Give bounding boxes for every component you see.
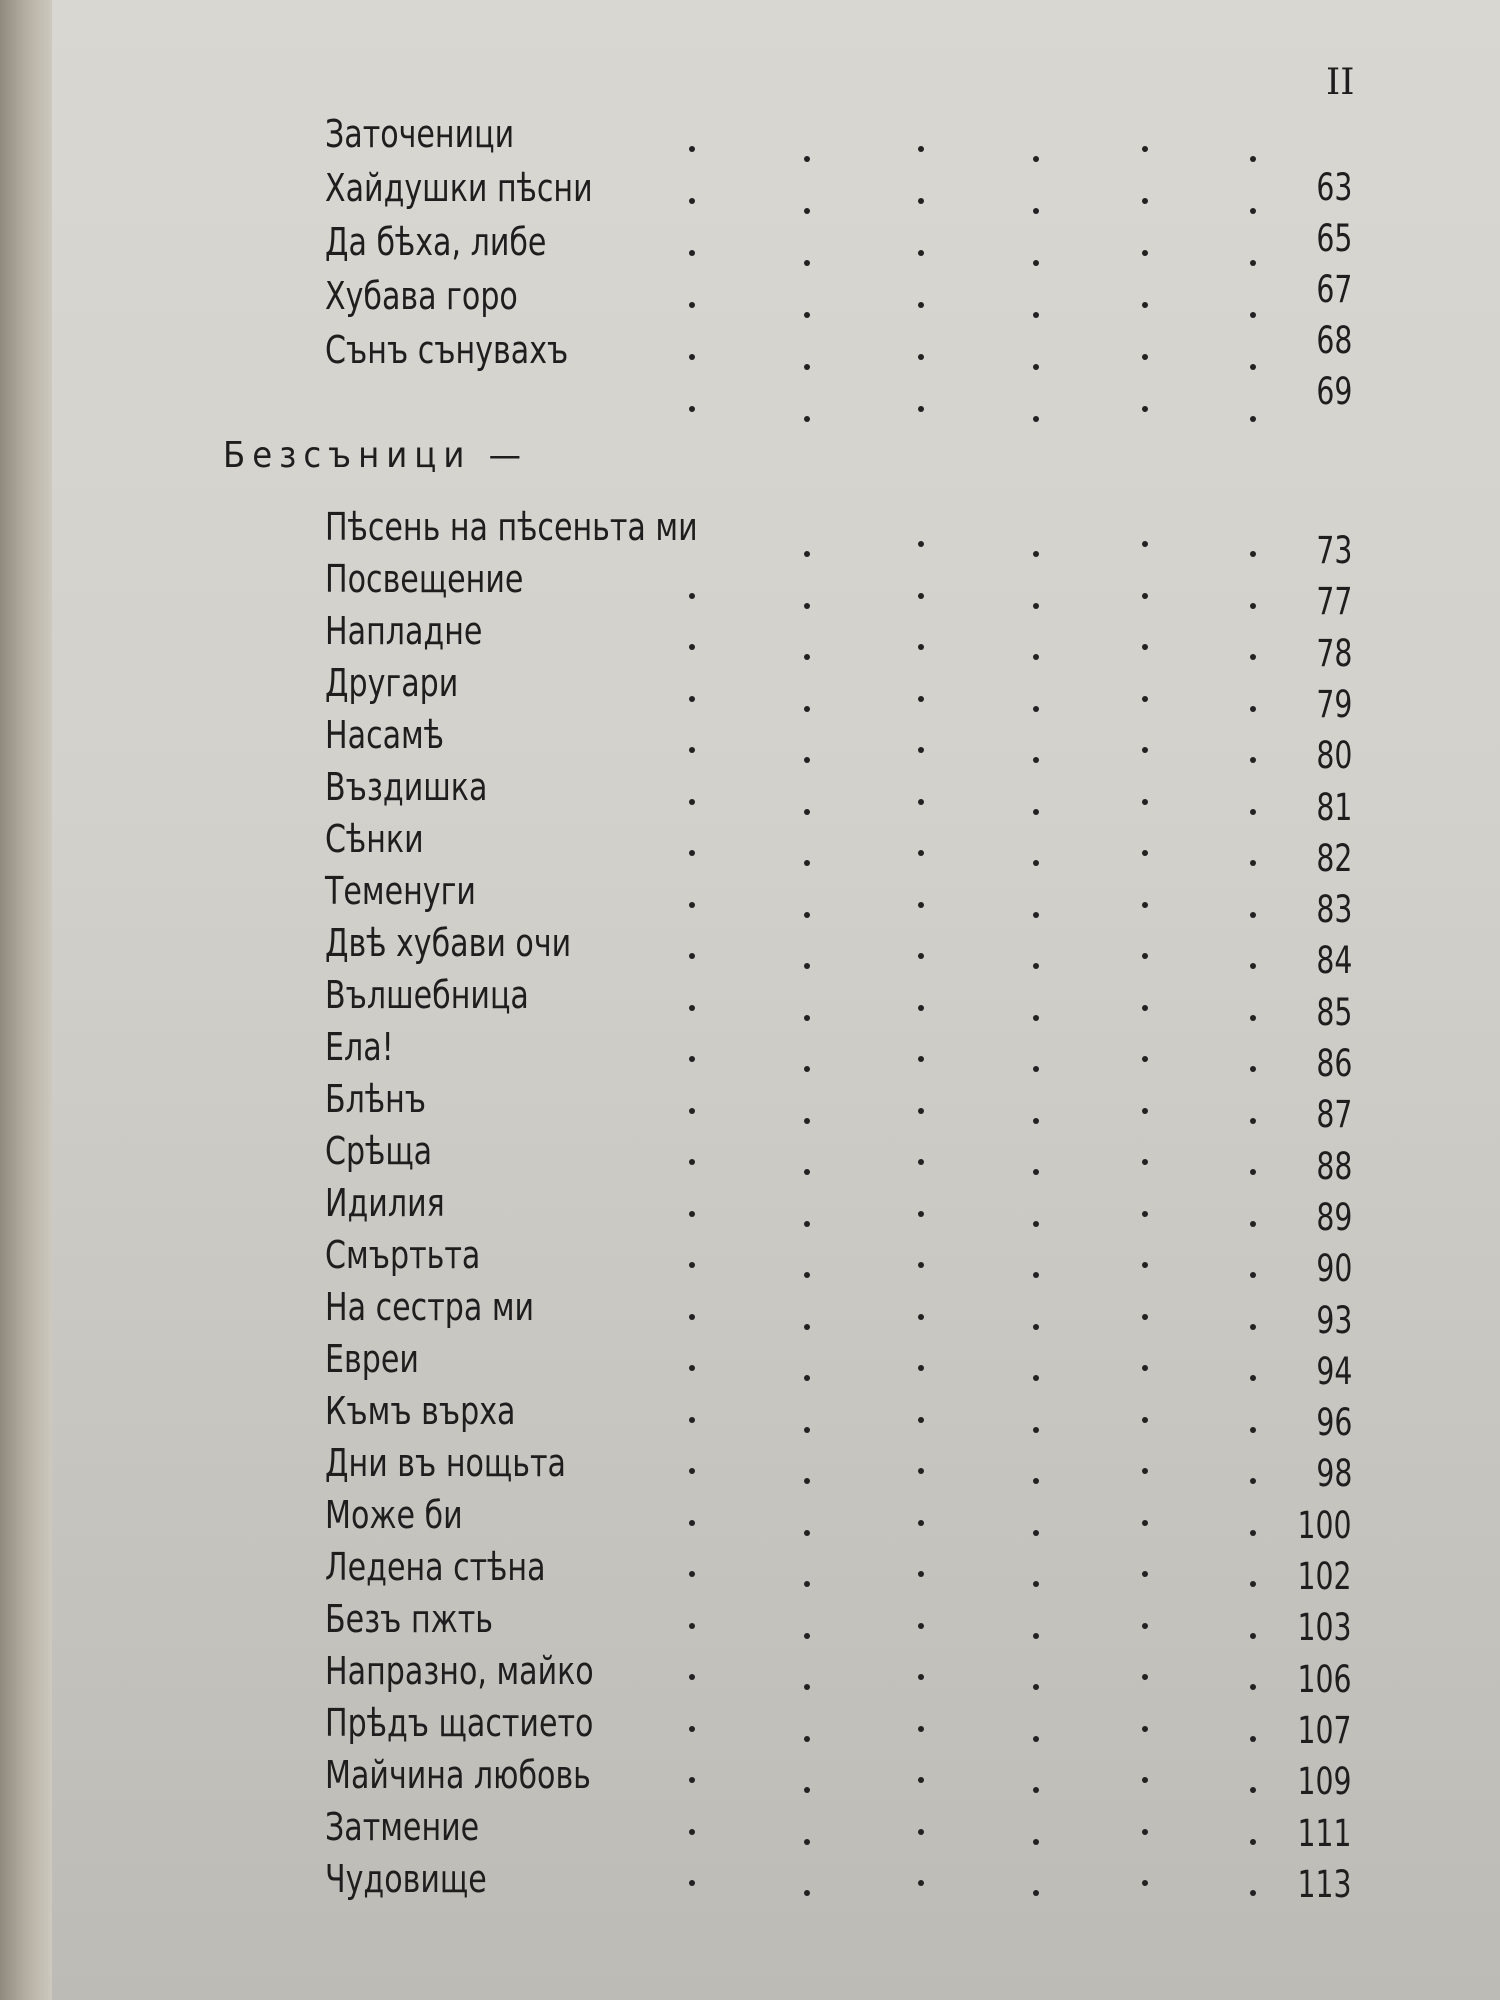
leader-dot xyxy=(918,1108,924,1114)
toc-entry-page: 102 xyxy=(1297,1555,1352,1598)
leader-dot xyxy=(1033,1118,1039,1124)
leader-dot xyxy=(918,302,924,308)
leader-dot xyxy=(804,706,810,712)
toc-entry-title: Срѣща xyxy=(325,1129,433,1173)
leader-dot xyxy=(1142,1520,1148,1526)
leader-dot xyxy=(804,912,810,918)
leader-dot xyxy=(918,1262,924,1268)
leader-dot xyxy=(1142,1880,1148,1886)
leader-dot xyxy=(1250,963,1256,969)
leader-dot xyxy=(1142,1365,1148,1371)
leader-dot xyxy=(1142,1623,1148,1629)
leader-dot xyxy=(918,541,924,547)
leader-dot xyxy=(689,198,695,204)
toc-entry-page: 77 xyxy=(1315,580,1352,624)
toc-entry-title: Заточеници xyxy=(325,112,515,156)
leader-dot xyxy=(804,260,810,266)
leader-dot xyxy=(1250,1427,1256,1433)
leader-dot xyxy=(1250,1375,1256,1381)
leader-dot xyxy=(689,696,695,702)
toc-entry-title: Напладне xyxy=(325,609,483,653)
leader-dot xyxy=(1142,406,1148,412)
section-heading: Безсъници — xyxy=(223,435,529,476)
leader-dot xyxy=(689,354,695,360)
toc-entry-page: 96 xyxy=(1315,1401,1352,1445)
toc-entry-page: 80 xyxy=(1315,734,1352,778)
leader-dot xyxy=(1250,1169,1256,1175)
leader-dot xyxy=(1142,1829,1148,1835)
leader-dot xyxy=(804,1839,810,1845)
leader-dot xyxy=(1033,1787,1039,1793)
leader-dot xyxy=(1250,156,1256,162)
toc-entry-title: Сѣнки xyxy=(325,817,424,861)
leader-dot xyxy=(1142,1314,1148,1320)
leader-dot xyxy=(1250,1736,1256,1742)
toc-entry-page: 100 xyxy=(1297,1503,1352,1547)
toc-entry-page: 88 xyxy=(1315,1144,1352,1188)
leader-dot xyxy=(1142,541,1148,547)
toc-entry-page: 83 xyxy=(1315,888,1352,932)
leader-dot xyxy=(1033,1375,1039,1381)
leader-dot xyxy=(1142,354,1148,360)
toc-entry-title: Прѣдъ щастието xyxy=(325,1701,594,1745)
leader-dot xyxy=(804,963,810,969)
leader-dot xyxy=(1250,1581,1256,1587)
leader-dot xyxy=(1250,260,1256,266)
leader-dot xyxy=(804,416,810,422)
leader-dot xyxy=(804,1787,810,1793)
leader-dot xyxy=(1142,799,1148,805)
leader-dot xyxy=(918,1623,924,1629)
toc-entry-title: Може би xyxy=(325,1493,463,1537)
leader-dot xyxy=(1250,1015,1256,1021)
leader-dot xyxy=(804,809,810,815)
toc-entry-page: 82 xyxy=(1315,836,1352,880)
toc-entry-page: 113 xyxy=(1297,1862,1352,1906)
leader-dot xyxy=(918,1005,924,1011)
leader-dot xyxy=(689,593,695,599)
leader-dot xyxy=(804,156,810,162)
toc-entry-page: 73 xyxy=(1315,529,1352,572)
leader-dot xyxy=(1142,198,1148,204)
leader-dot xyxy=(918,1520,924,1526)
leader-dot xyxy=(1250,1787,1256,1793)
toc-entry-title: На сестра ми xyxy=(325,1285,535,1329)
leader-dot xyxy=(689,1108,695,1114)
leader-dot xyxy=(1142,850,1148,856)
leader-dot xyxy=(804,1581,810,1587)
leader-dot xyxy=(804,860,810,866)
leader-dot xyxy=(1033,809,1039,815)
leader-dot xyxy=(1250,1478,1256,1484)
leader-dot xyxy=(804,1324,810,1330)
leader-dot xyxy=(804,1684,810,1690)
leader-dot xyxy=(804,603,810,609)
toc-entry-page: 81 xyxy=(1315,785,1352,829)
toc-entry-page: 85 xyxy=(1315,990,1352,1034)
leader-dot xyxy=(1033,551,1039,557)
leader-dot xyxy=(1033,208,1039,214)
leader-dot xyxy=(1250,912,1256,918)
leader-dot xyxy=(689,302,695,308)
leader-dot xyxy=(1142,1211,1148,1217)
leader-dot xyxy=(918,850,924,856)
leader-dot xyxy=(689,850,695,856)
toc-entry-page: 107 xyxy=(1297,1708,1352,1752)
leader-dot xyxy=(1142,1777,1148,1783)
leader-dot xyxy=(1250,654,1256,660)
leader-dot xyxy=(918,747,924,753)
leader-dot xyxy=(689,1674,695,1680)
leader-dot xyxy=(689,747,695,753)
leader-dot xyxy=(689,1314,695,1320)
leader-dot xyxy=(1250,551,1256,557)
leader-dot xyxy=(1142,953,1148,959)
toc-entry-title: Пѣсень на пѣсеньта ми xyxy=(325,505,698,549)
leader-dot xyxy=(918,406,924,412)
toc-entry-title: Вълшебница xyxy=(325,973,529,1017)
toc-entry-page: 78 xyxy=(1315,631,1352,675)
leader-dot xyxy=(804,654,810,660)
leader-dot xyxy=(689,1623,695,1629)
leader-dot xyxy=(1033,860,1039,866)
toc-entry-page: 65 xyxy=(1315,217,1352,260)
leader-dot xyxy=(689,250,695,256)
leader-dot xyxy=(689,1005,695,1011)
leader-dot xyxy=(918,1674,924,1680)
leader-dot xyxy=(918,146,924,152)
leader-dot xyxy=(1033,416,1039,422)
leader-dot xyxy=(1250,208,1256,214)
leader-dot xyxy=(1250,757,1256,763)
leader-dot xyxy=(918,953,924,959)
leader-dot xyxy=(1250,1324,1256,1330)
leader-dot xyxy=(1142,747,1148,753)
leader-dot xyxy=(804,1118,810,1124)
leader-dot xyxy=(689,1365,695,1371)
toc-entry-page: 89 xyxy=(1315,1195,1352,1239)
toc-entry-title: Теменуги xyxy=(325,869,476,913)
leader-dot xyxy=(689,1211,695,1217)
leader-dot xyxy=(1250,1890,1256,1896)
leader-dot xyxy=(1033,1581,1039,1587)
toc-entry-title: Хайдушки пѣсни xyxy=(325,166,593,210)
leader-dot xyxy=(1033,1633,1039,1639)
toc-entry-page: 67 xyxy=(1315,268,1352,311)
leader-dot xyxy=(918,1777,924,1783)
leader-dot xyxy=(918,1159,924,1165)
toc-entry-page: 94 xyxy=(1315,1349,1352,1393)
leader-dot xyxy=(689,1726,695,1732)
leader-dot xyxy=(1033,1478,1039,1484)
leader-dot xyxy=(1250,1066,1256,1072)
leader-dot xyxy=(804,1221,810,1227)
leader-dot xyxy=(1142,1056,1148,1062)
leader-dot xyxy=(1142,1571,1148,1577)
toc-entry-page: 90 xyxy=(1315,1247,1352,1291)
toc-entry-title: Блѣнъ xyxy=(325,1077,427,1121)
book-spine-edge xyxy=(0,0,52,2000)
leader-dot xyxy=(804,1530,810,1536)
toc-entry-title: Майчина любовь xyxy=(325,1753,591,1797)
leader-dot xyxy=(689,1417,695,1423)
leader-dot xyxy=(918,1829,924,1835)
leader-dot xyxy=(689,1829,695,1835)
leader-dot xyxy=(1033,1684,1039,1690)
toc-entry-title: Затмение xyxy=(325,1805,480,1849)
leader-dot xyxy=(804,364,810,370)
leader-dot xyxy=(918,1314,924,1320)
leader-dot xyxy=(1033,1530,1039,1536)
toc-entry-title: Къмъ върха xyxy=(325,1389,516,1433)
leader-dot xyxy=(918,1571,924,1577)
leader-dot xyxy=(1250,416,1256,422)
toc-entry-title: Ела! xyxy=(325,1025,394,1069)
toc-entry-title: Въздишка xyxy=(325,765,488,809)
leader-dot xyxy=(918,1726,924,1732)
toc-entry-title: Идилия xyxy=(325,1181,445,1225)
leader-dot xyxy=(804,208,810,214)
toc-entry-page: 68 xyxy=(1315,319,1352,362)
leader-dot xyxy=(689,1056,695,1062)
leader-dot xyxy=(689,1262,695,1268)
leader-dot xyxy=(1250,706,1256,712)
toc-entry-page: 87 xyxy=(1315,1093,1352,1137)
leader-dot xyxy=(1033,1221,1039,1227)
leader-dot xyxy=(1033,757,1039,763)
leader-dot xyxy=(1250,1272,1256,1278)
leader-dot xyxy=(918,198,924,204)
leader-dot xyxy=(689,1571,695,1577)
leader-dot xyxy=(1033,1324,1039,1330)
toc-entry-title: Напразно, майко xyxy=(325,1649,594,1693)
toc-entry-title: Сънъ сънувахъ xyxy=(325,328,569,372)
leader-dot xyxy=(1033,963,1039,969)
toc-entry-page: 84 xyxy=(1315,939,1352,983)
leader-dot xyxy=(918,1417,924,1423)
toc-entry-page: 98 xyxy=(1315,1452,1352,1496)
leader-dot xyxy=(1250,1221,1256,1227)
toc-entry-title: Хубава горо xyxy=(325,274,518,318)
leader-dot xyxy=(689,1159,695,1165)
leader-dot xyxy=(689,146,695,152)
leader-dot xyxy=(804,1736,810,1742)
leader-dot xyxy=(1033,1272,1039,1278)
leader-dot xyxy=(1142,1417,1148,1423)
leader-dot xyxy=(1033,1890,1039,1896)
toc-entry-page: 63 xyxy=(1315,166,1352,209)
leader-dot xyxy=(1142,1159,1148,1165)
leader-dot xyxy=(1142,1674,1148,1680)
leader-dot xyxy=(918,593,924,599)
leader-dot xyxy=(1033,1839,1039,1845)
leader-dot xyxy=(804,312,810,318)
leader-dot xyxy=(804,1427,810,1433)
leader-dot xyxy=(1033,260,1039,266)
toc-entry-title: Другари xyxy=(325,661,459,705)
leader-dot xyxy=(918,799,924,805)
leader-dot xyxy=(1250,1839,1256,1845)
leader-dot xyxy=(1250,860,1256,866)
leader-dot xyxy=(689,1520,695,1526)
toc-entry-title: Двѣ хубави очи xyxy=(325,921,572,965)
leader-dot xyxy=(918,354,924,360)
leader-dot xyxy=(689,1777,695,1783)
leader-dot xyxy=(1033,156,1039,162)
leader-dot xyxy=(1033,912,1039,918)
leader-dot xyxy=(1033,1427,1039,1433)
toc-entry-title: Посвещение xyxy=(325,557,524,601)
leader-dot xyxy=(918,1468,924,1474)
leader-dot xyxy=(918,902,924,908)
toc-entry-title: Дни въ нощьта xyxy=(325,1441,566,1485)
leader-dot xyxy=(804,757,810,763)
toc-entry-page: 111 xyxy=(1297,1811,1352,1855)
leader-dot xyxy=(918,250,924,256)
leader-dot xyxy=(804,551,810,557)
leader-dot xyxy=(1033,706,1039,712)
leader-dot xyxy=(1033,312,1039,318)
leader-dot xyxy=(1250,603,1256,609)
toc-entry-title: Да бѣха, либе xyxy=(325,220,547,264)
leader-dot xyxy=(1033,1736,1039,1742)
leader-dot xyxy=(804,1066,810,1072)
leader-dot xyxy=(804,1478,810,1484)
leader-dot xyxy=(918,1880,924,1886)
leader-dot xyxy=(1033,1015,1039,1021)
leader-dot xyxy=(1250,364,1256,370)
leader-dot xyxy=(1250,1118,1256,1124)
leader-dot xyxy=(1142,250,1148,256)
leader-dot xyxy=(689,1880,695,1886)
leader-dot xyxy=(1033,1066,1039,1072)
toc-entry-page: 79 xyxy=(1315,682,1352,726)
leader-dot xyxy=(1142,593,1148,599)
leader-dot xyxy=(804,1890,810,1896)
leader-dot xyxy=(1142,902,1148,908)
toc-entry-title: Евреи xyxy=(325,1337,419,1381)
leader-dot xyxy=(1142,1108,1148,1114)
leader-dot xyxy=(689,953,695,959)
leader-dot xyxy=(1142,1468,1148,1474)
leader-dot xyxy=(1033,1169,1039,1175)
leader-dot xyxy=(1142,302,1148,308)
leader-dot xyxy=(689,406,695,412)
leader-dot xyxy=(1250,1633,1256,1639)
leader-dot xyxy=(1250,1530,1256,1536)
toc-entry-title: Насамѣ xyxy=(325,713,444,757)
leader-dot xyxy=(1142,644,1148,650)
toc-entry-page: 86 xyxy=(1315,1042,1352,1085)
page-marker: II xyxy=(1326,62,1355,103)
toc-entry-title: Безъ пжть xyxy=(325,1597,494,1641)
toc-entry-page: 93 xyxy=(1315,1298,1352,1342)
leader-dot xyxy=(1142,1005,1148,1011)
toc-entry-title: Смъртьта xyxy=(325,1233,481,1277)
leader-dot xyxy=(918,1365,924,1371)
toc-entry-page: 109 xyxy=(1297,1760,1352,1804)
toc-entry-page: 106 xyxy=(1297,1657,1352,1701)
leader-dot xyxy=(1142,146,1148,152)
leader-dot xyxy=(1033,364,1039,370)
leader-dot xyxy=(918,1211,924,1217)
leader-dot xyxy=(918,1056,924,1062)
toc-entry-page: 103 xyxy=(1297,1606,1352,1650)
leader-dot xyxy=(1250,809,1256,815)
leader-dot xyxy=(689,799,695,805)
leader-dot xyxy=(804,1375,810,1381)
leader-dot xyxy=(1033,603,1039,609)
leader-dot xyxy=(918,696,924,702)
toc-entry-title: Ледена стѣна xyxy=(325,1545,546,1589)
leader-dot xyxy=(804,1272,810,1278)
leader-dot xyxy=(1033,654,1039,660)
leader-dot xyxy=(1142,1726,1148,1732)
toc-entry-title: Чудовище xyxy=(325,1857,487,1901)
leader-dot xyxy=(804,1015,810,1021)
leader-dot xyxy=(804,1633,810,1639)
leader-dot xyxy=(689,1468,695,1474)
leader-dot xyxy=(1142,1262,1148,1268)
leader-dot xyxy=(689,644,695,650)
leader-dot xyxy=(918,644,924,650)
leader-dot xyxy=(689,902,695,908)
toc-entry-page: 69 xyxy=(1315,370,1352,413)
leader-dot xyxy=(1250,312,1256,318)
leader-dot xyxy=(1250,1684,1256,1690)
leader-dot xyxy=(1142,696,1148,702)
leader-dot xyxy=(804,1169,810,1175)
